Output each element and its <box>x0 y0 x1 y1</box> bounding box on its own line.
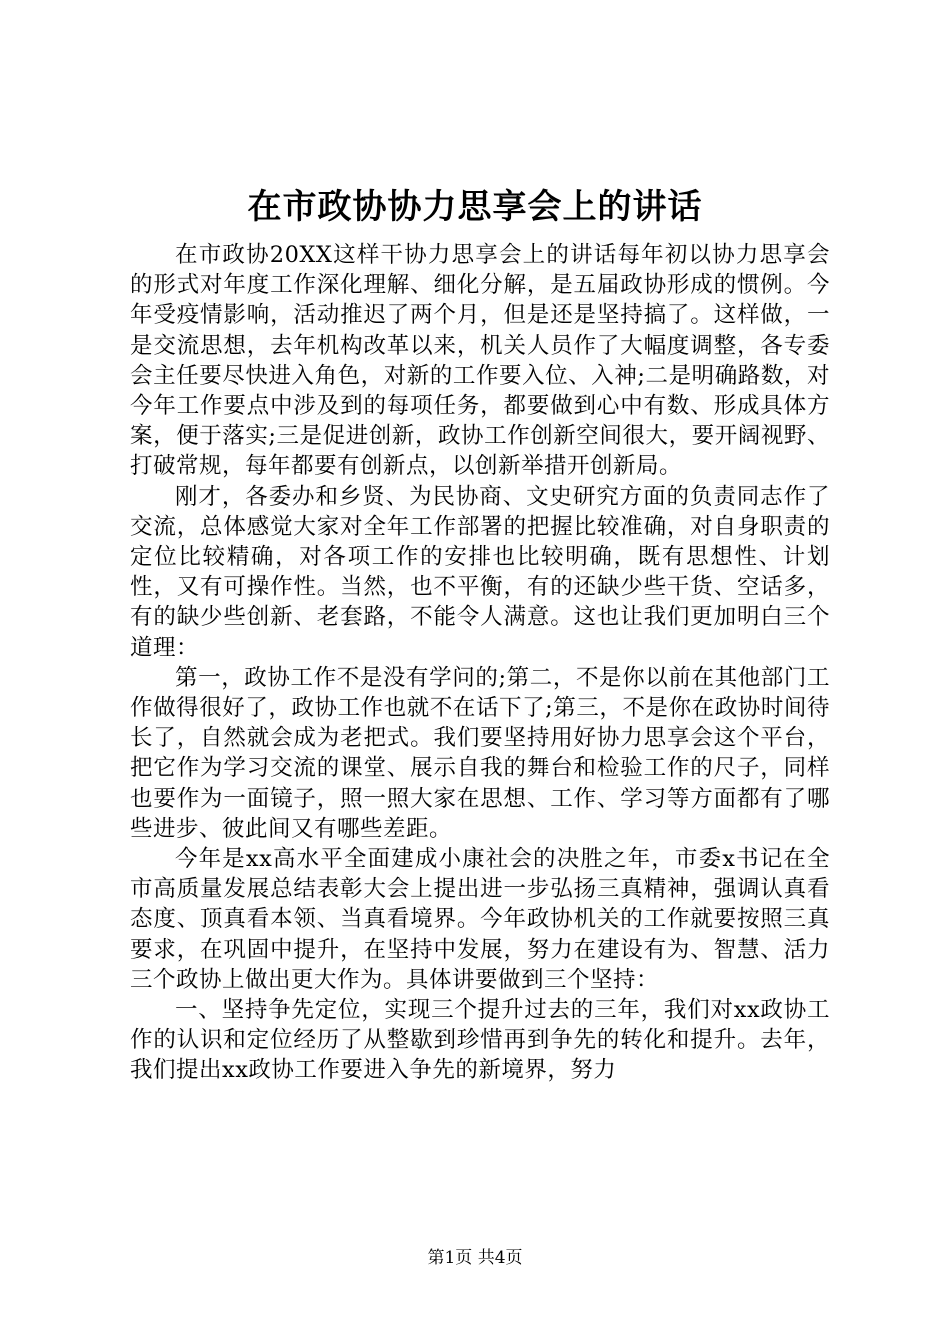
paragraph-4: 今年是xx高水平全面建成小康社会的决胜之年，市委x书记在全市高质量发展总结表彰大会上提出进一步弘扬三真精神，强调认真看态度、顶真看本领、当真看境界。今年政协机关的工作就要按照三真要求，在巩固中提升，在坚持中发展，努力在建设有为、智慧、活力三个政协上做出更大作为。具体讲要做到三个坚持： <box>130 846 830 993</box>
page-title: 在市政协协力思享会上的讲话 <box>247 187 703 227</box>
page-number-footer: 第1页 共4页 <box>427 1248 523 1268</box>
paragraph-5: 一、坚持争先定位，实现三个提升过去的三年，我们对xx政协工作的认识和定位经历了从整歇到珍惜再到争先的转化和提升。去年，我们提出xx政协工作要进入争先的新境界，努力 <box>130 997 830 1084</box>
paragraph-3: 第一，政协工作不是没有学问的;第二，不是你以前在其他部门工作做得很好了，政协工作也就不在话下了;第三，不是你在政协时间待长了，自然就会成为老把式。我们要坚持用好协力思享会这个平台，把它作为学习交流的课堂、展示自我的舞台和检验工作的尺子，同样也要作为一面镜子，照一照大家在思想、工作、学习等方面都有了哪些进步、彼此间又有哪些差距。 <box>130 664 830 842</box>
paragraph-1: 在市政协20XX这样干协力思享会上的讲话每年初以协力思享会的形式对年度工作深化理解、细化分解，是五届政协形成的惯例。今年受疫情影响，活动推迟了两个月，但是还是坚持搞了。这样做，一是交流思想，去年机构改革以来，机关人员作了大幅度调整，各专委会主任要尽快进入角色，对新的工作要入位、入神;二是明确路数，对今年工作要点中涉及到的每项任务，都要做到心中有数、形成具体方案，便于落实;三是促进创新，政协工作创新空间很大，要开阔视野、打破常规，每年都要有创新点，以创新举措开创新局。 <box>130 242 830 480</box>
paragraph-2: 刚才，各委办和乡贤、为民协商、文史研究方面的负责同志作了交流，总体感觉大家对全年工作部署的把握比较准确，对自身职责的定位比较精确，对各项工作的安排也比较明确，既有思想性、计划性，又有可操作性。当然，也不平衡，有的还缺少些干货、空话多，有的缺少些创新、老套路，不能令人满意。这也让我们更加明白三个道理： <box>130 483 830 661</box>
document-body <box>130 240 830 1086</box>
